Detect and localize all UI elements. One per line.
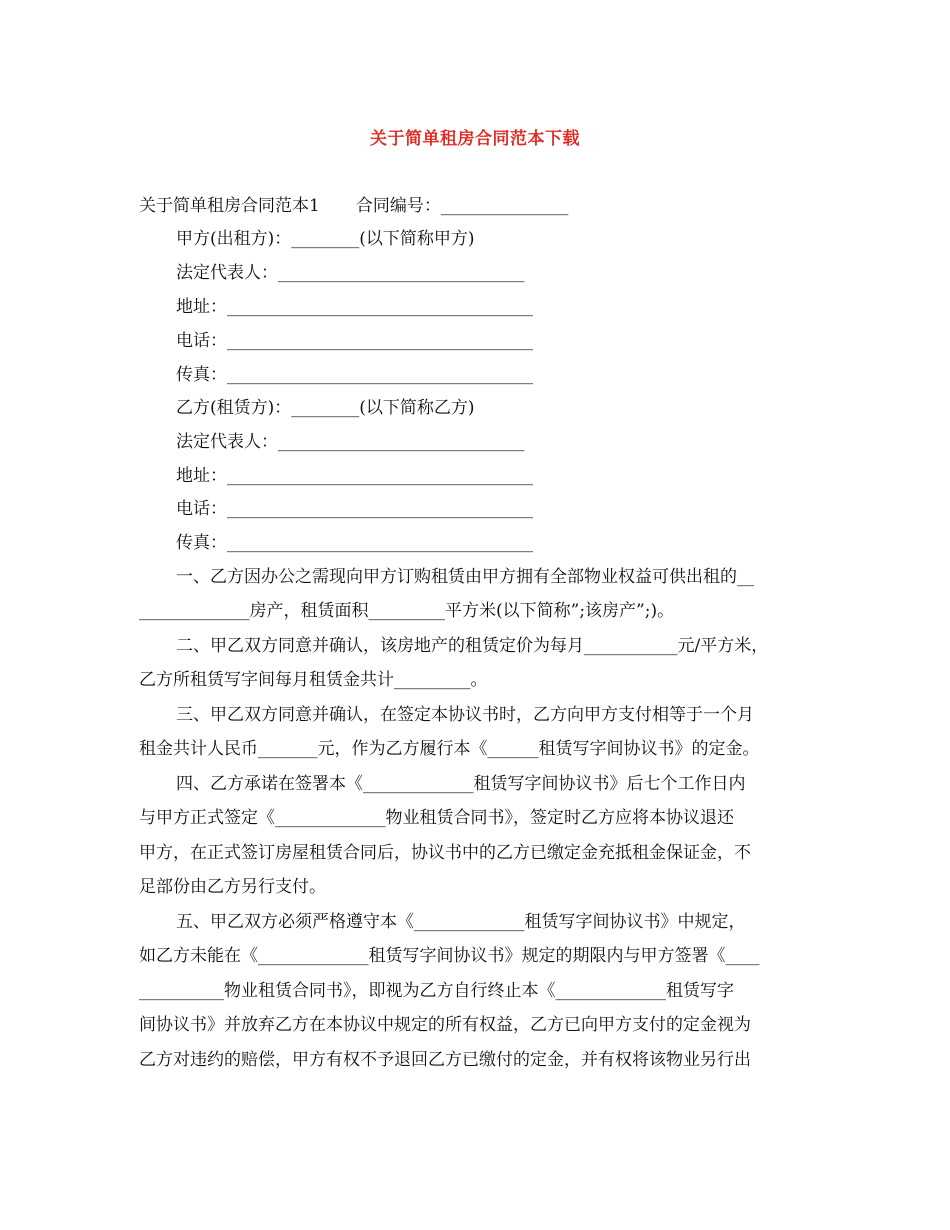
party-a-phone: 电话：____________________________________ xyxy=(176,331,533,351)
party-b-address: 地址：____________________________________ xyxy=(176,466,533,486)
clause-5-line-5: 乙方对违约的赔偿，甲方有权不予退回乙方已缴付的定金，并有权将该物业另行出 xyxy=(139,1050,751,1070)
clause-3-line-1: 三、甲乙双方同意并确认，在签定本协议书时，乙方向甲方支付相等于一个月 xyxy=(176,705,754,725)
clause-5-line-4: 间协议书》并放弃乙方在本协议中规定的所有权益，乙方已向甲方支付的定金视为 xyxy=(139,1015,751,1035)
contract-number-field: 合同编号：_______________ xyxy=(355,196,569,216)
clause-1-line-1: 一、乙方因办公之需现向甲方订购租赁由甲方拥有全部物业权益可供出租的__ xyxy=(176,567,754,587)
contract-header xyxy=(139,194,568,218)
party-a-fax: 传真：____________________________________ xyxy=(176,365,533,385)
clause-2-line-2: 乙方所租赁写字间每月租赁金共计_________。 xyxy=(139,670,488,690)
party-b-fax: 传真：____________________________________ xyxy=(176,533,533,553)
party-a-legal-rep: 法定代表人：_____________________________ xyxy=(176,263,525,283)
clause-5-line-2: 如乙方未能在《_____________租赁写字间协议书》规定的期限内与甲方签署《____ xyxy=(139,946,760,966)
clause-5-line-1: 五、甲乙双方必须严格遵守本《_____________租赁写字间协议书》中规定， xyxy=(176,912,746,932)
party-b-phone: 电话：____________________________________ xyxy=(176,499,533,519)
clause-3-line-2: 租金共计人民币_______元，作为乙方履行本《______租赁写字间协议书》的定金。 xyxy=(139,739,760,759)
party-a-address: 地址：____________________________________ xyxy=(176,297,533,317)
clause-4-line-3: 甲方，在正式签订房屋租赁合同后，协议书中的乙方已缴定金充抵租金保证金，不 xyxy=(139,843,751,863)
clause-5-line-3: __________物业租赁合同书》，即视为乙方自行终止本《_____________租赁写字 xyxy=(139,981,734,1001)
party-b-name: 乙方(租赁方)：________(以下简称乙方) xyxy=(176,398,475,418)
party-b-legal-rep: 法定代表人：_____________________________ xyxy=(176,432,525,452)
sample-label: 关于简单租房合同范本1 xyxy=(139,196,320,216)
party-a-name: 甲方(出租方)：________(以下简称甲方) xyxy=(176,229,475,249)
document-title: 关于简单租房合同范本下载 xyxy=(370,129,580,149)
clause-4-line-2: 与甲方正式签定《_____________物业租赁合同书》，签定时乙方应将本协议退还 xyxy=(139,808,734,828)
clause-2-line-1: 二、甲乙双方同意并确认，该房地产的租赁定价为每月___________元/平方米， xyxy=(176,636,769,656)
clause-4-line-1: 四、乙方承诺在签署本《_____________租赁写字间协议书》后七个工作日内 xyxy=(176,774,746,794)
clause-1-line-2: _____________房产，租赁面积_________平方米(以下简称”;该房产”;)。 xyxy=(139,601,675,621)
clause-4-line-4: 足部份由乙方另行支付。 xyxy=(139,877,326,897)
